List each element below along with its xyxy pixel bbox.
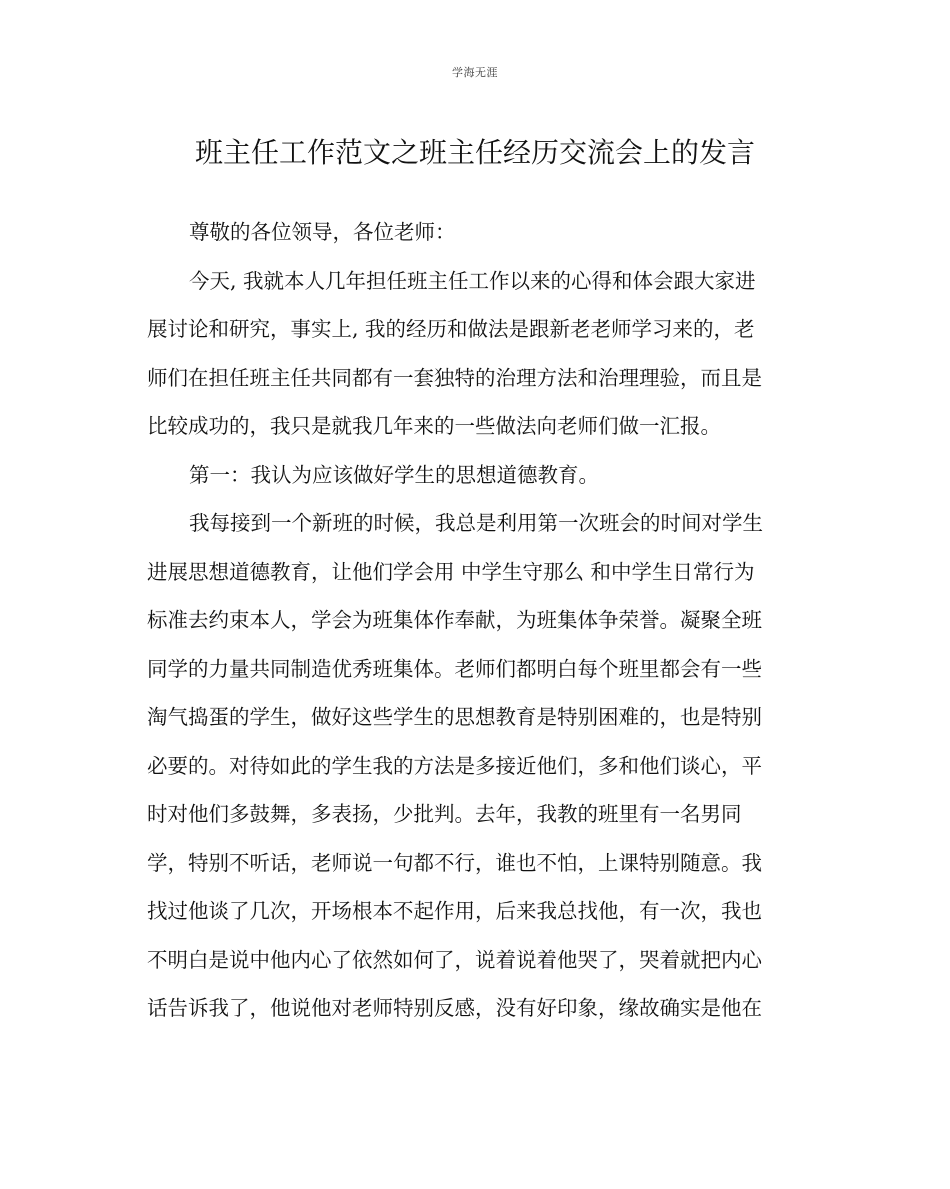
page-header: 学海无涯 xyxy=(452,66,498,79)
body-line: 找过他谈了几次，开场根本不起作用，后来我总找他，有一次，我也 xyxy=(147,899,762,923)
body-line: 不明白是说中他内心了依然如何了，说着说着他哭了，哭着就把内心 xyxy=(147,947,762,972)
body-line: 时对他们多鼓舞，多表扬，少批判。去年，我教的班里有一名男同 xyxy=(147,802,742,826)
body-line: 第一：我认为应该做好学生的思想道德教育。 xyxy=(189,462,599,487)
body-line: 师们在担任班主任共同都有一套独特的治理方法和治理理验，而且是 xyxy=(147,365,762,390)
body-line: 同学的力量共同制造优秀班集体。老师们都明白每个班里都会有一些 xyxy=(147,656,762,681)
body-line: 展讨论和研究，事实上, 我的经历和做法是跟新老老师学习来的，老 xyxy=(147,317,755,341)
body-line: 尊敬的各位领导，各位老师： xyxy=(189,220,456,244)
body-line: 必要的。对待如此的学生我的方法是多接近他们，多和他们谈心，平 xyxy=(147,753,762,778)
body-line: 话告诉我了，他说他对老师特别反感，没有好印象，缘故确实是他在 xyxy=(147,996,762,1020)
body-line: 今天, 我就本人几年担任班主任工作以来的心得和体会跟大家进 xyxy=(189,268,756,293)
body-line: 淘气捣蛋的学生，做好这些学生的思想教育是特别困难的，也是特别 xyxy=(147,705,762,729)
body-line: 我每接到一个新班的时候，我总是利用第一次班会的时间对学生 xyxy=(189,511,763,535)
body-line: 标准去约束本人，学会为班集体作奉献，为班集体争荣誉。凝聚全班 xyxy=(147,608,762,632)
document-title: 班主任工作范文之班主任经历交流会上的发言 xyxy=(194,136,755,169)
document-body xyxy=(147,208,803,1033)
body-line: 学，特别不听话，老师说一句都不行，谁也不怕，上课特别随意。我 xyxy=(147,850,762,875)
body-line: 比较成功的，我只是就我几年来的一些做法向老师们做一汇报。 xyxy=(147,414,721,438)
body-line: 进展思想道德教育，让他们学会用 中学生守那么 和中学生日常行为 xyxy=(147,559,755,584)
